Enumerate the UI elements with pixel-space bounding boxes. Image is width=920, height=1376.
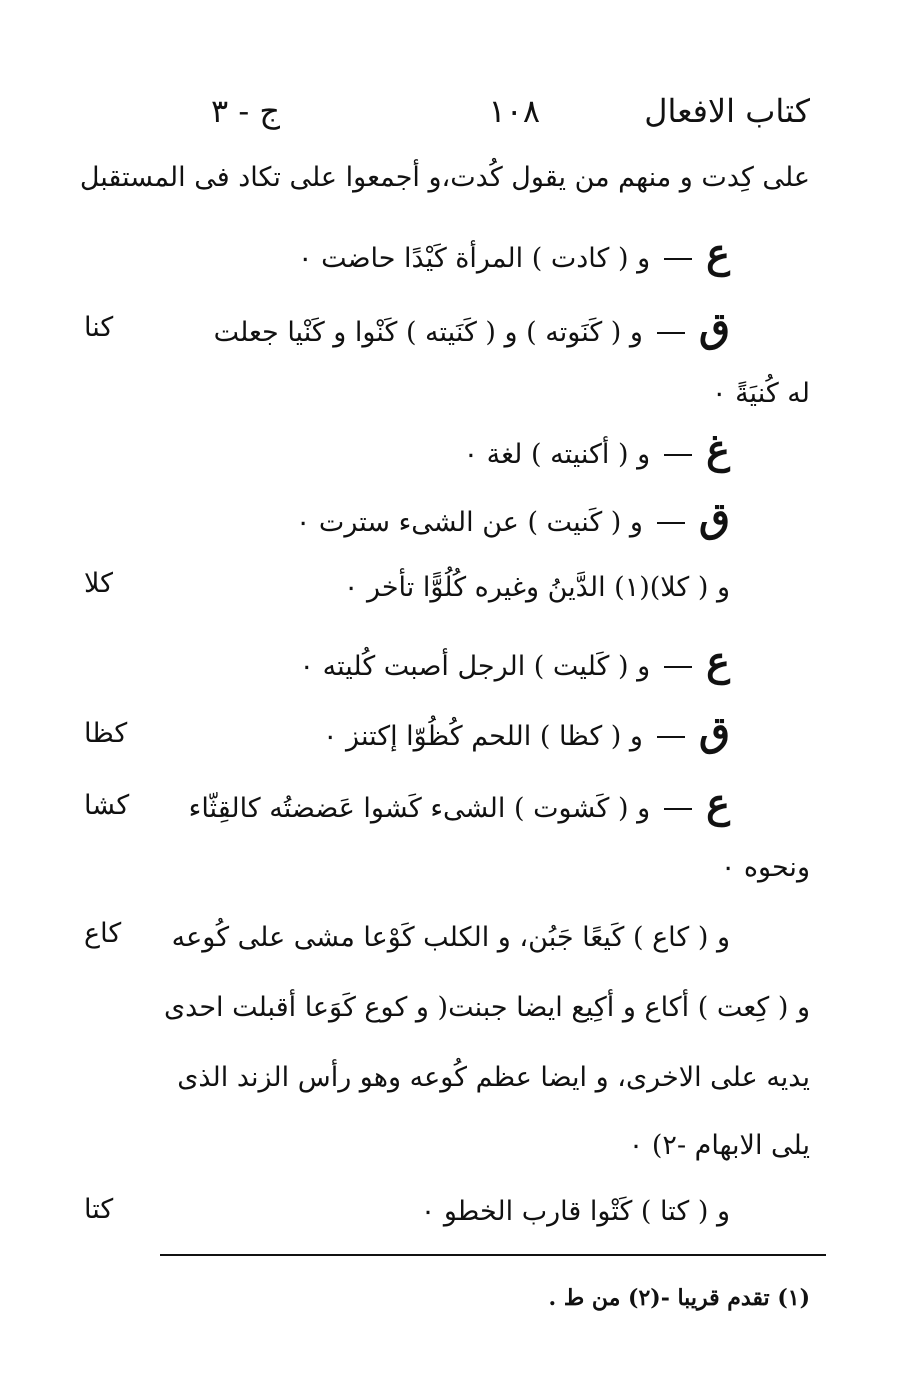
entry-line <box>188 780 730 827</box>
margin-root-word: كاع <box>84 918 122 949</box>
footnote-divider <box>160 1254 826 1256</box>
entry-line <box>295 494 730 541</box>
entry-marker: ق <box>698 304 730 351</box>
entry-line <box>297 230 730 277</box>
dash-divider <box>664 808 692 810</box>
entry-line <box>463 426 730 473</box>
entry-marker: ع <box>706 780 730 827</box>
entry-text: و ( كظا ) اللحم كُظُوّا إكتنز ٠ <box>322 721 643 752</box>
dash-divider <box>657 332 685 334</box>
entry-line <box>299 638 730 685</box>
book-title: كتاب الافعال <box>644 92 810 130</box>
page-number: ١٠٨ <box>488 92 540 130</box>
entry-marker: غ <box>706 426 730 473</box>
entry-text: و ( أكنيته ) لغة ٠ <box>463 439 651 470</box>
dash-divider <box>657 522 685 524</box>
text-line: له كُنيَةً ٠ <box>711 378 810 409</box>
entry-marker: ق <box>698 494 730 541</box>
dash-divider <box>657 736 685 738</box>
text-line: يلى الابهام -٢) ٠ <box>628 1130 810 1161</box>
text-line: و ( كِعت ) أكاع و أكِيع ايضا جبنت( و كوع كَوَعا أقبلت احدى <box>164 992 810 1023</box>
margin-root-word: كظا <box>84 718 128 749</box>
margin-root-word: كشا <box>84 790 130 821</box>
text-line: يديه على الاخرى، و ايضا عظم كُوعه وهو رأس الزند الذى <box>177 1062 810 1093</box>
entry-marker: ق <box>698 708 730 755</box>
entry-marker: ع <box>706 230 730 277</box>
margin-root-word: كنا <box>84 312 114 343</box>
entry-text: و ( كادت ) المرأة كَيْدًا حاضت ٠ <box>297 243 651 274</box>
entry-text: و ( كَنَوته ) و ( كَنَيته ) كَنْوا و كَنْيا جعلت <box>213 317 643 348</box>
entry-text: و ( كَشوت ) الشىء كَشوا عَضضتُه كالقِثّاء <box>188 793 651 824</box>
entry-marker: ع <box>706 638 730 685</box>
margin-root-word: كتا <box>84 1194 114 1225</box>
dash-divider <box>664 454 692 456</box>
dash-divider <box>664 666 692 668</box>
volume-label: ج - ٣ <box>211 92 280 130</box>
text-line: على كِدت و منهم من يقول كُدت،و أجمعوا على تكاد فى المستقبل <box>79 162 810 193</box>
text-line: ونحوه ٠ <box>720 852 810 883</box>
entry-text: و ( كَليت ) الرجل أصبت كُليته ٠ <box>299 651 651 682</box>
text-line: و ( كلا)(١) الدَّينُ وغيره كُلُوًّا تأخر ٠ <box>343 572 730 603</box>
entry-line <box>213 304 730 351</box>
dash-divider <box>664 258 692 260</box>
footnote: (١) تقدم قريبا -(٢) من ط . <box>548 1285 810 1311</box>
text-line: و ( كتا ) كَتْوا قارب الخطو ٠ <box>420 1196 730 1227</box>
text-line: و ( كاع ) كَيعًا جَبُن، و الكلب كَوْعا مشى على كُوعه <box>171 922 730 953</box>
entry-line <box>322 708 730 755</box>
margin-root-word: كلا <box>84 568 113 599</box>
entry-text: و ( كَنيت ) عن الشىء سترت ٠ <box>295 507 643 538</box>
